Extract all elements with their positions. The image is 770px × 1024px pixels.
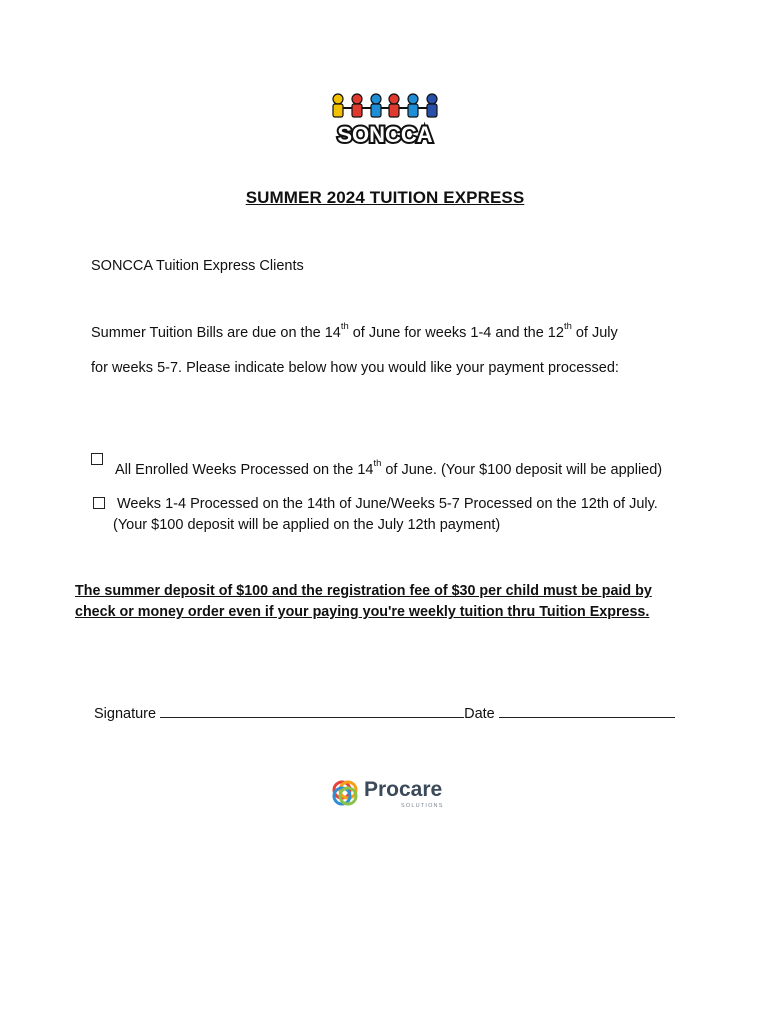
soncca-logo	[326, 92, 444, 146]
date-field[interactable]	[499, 705, 675, 718]
option-all-weeks-label	[115, 459, 662, 478]
signature-field[interactable]	[160, 705, 464, 718]
option-split-weeks-line-2: (Your $100 deposit will be applied on the July 12th payment)	[113, 517, 501, 533]
intro-text-3: of July	[571, 324, 618, 341]
signature-row	[94, 705, 675, 722]
intro-text-2: of June for weeks 1-4 and the 12	[348, 324, 564, 341]
option-split-weeks-checkbox[interactable]	[93, 497, 105, 509]
procare-logo-icon	[330, 778, 360, 808]
date-label: Date	[464, 706, 499, 722]
page-title: SUMMER 2024 TUITION EXPRESS	[245, 188, 525, 207]
procare-brand: Procare	[364, 778, 443, 801]
payment-notice-line-2: check or money order even if your paying you're weekly tuition thru Tuition Express.	[75, 604, 650, 620]
payment-notice-line-1: The summer deposit of $100 and the registration fee of $30 per child must be paid by	[75, 583, 652, 599]
payment-notice	[75, 581, 700, 623]
procare-subtitle: SOLUTIONS	[401, 803, 444, 809]
greeting: SONCCA Tuition Express Clients	[91, 258, 304, 274]
children-figures-icon	[333, 94, 437, 117]
intro-sup-2: th	[563, 320, 572, 331]
option-all-weeks-checkbox[interactable]	[91, 453, 103, 465]
option-split-weeks-line-1: Weeks 1-4 Processed on the 14th of June/Weeks 5-7 Processed on the 12th of July.	[117, 496, 658, 512]
intro-sup-1: th	[340, 320, 349, 331]
intro-text-1: Summer Tuition Bills are due on the 14	[91, 324, 341, 341]
option-1-sup: th	[373, 457, 382, 468]
intro-line-2: for weeks 5-7. Please indicate below how you would like your payment processed:	[91, 360, 619, 376]
signature-label: Signature	[94, 706, 161, 722]
intro-line-1	[91, 322, 618, 341]
soncca-logo-text: SONCCA	[337, 122, 433, 146]
option-1-text-b: of June. (Your $100 deposit will be applied)	[381, 461, 663, 478]
option-1-text-a: All Enrolled Weeks Processed on the 14	[115, 461, 374, 478]
